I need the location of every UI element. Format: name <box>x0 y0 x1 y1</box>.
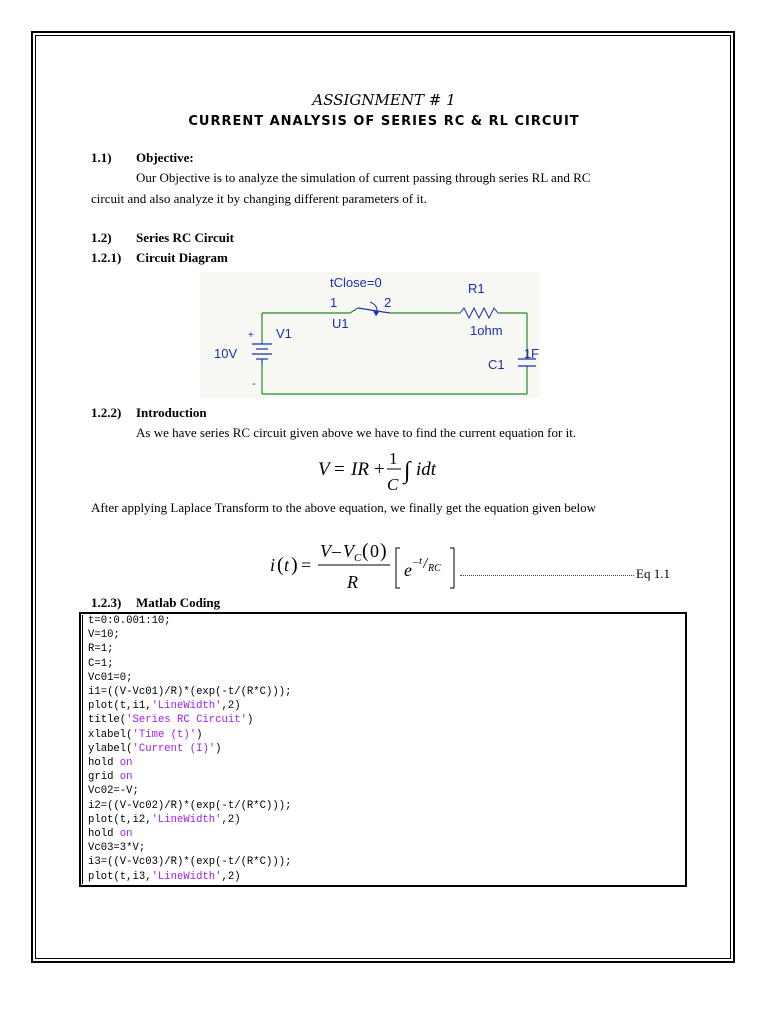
introduction-text: As we have series RC circuit given above we have to find the current equation for it. <box>136 425 577 440</box>
subsection-number: 1.2.2) <box>91 405 122 420</box>
resistor-name: R1 <box>468 281 485 296</box>
code-line: title('Series RC Circuit') <box>88 714 254 727</box>
subsection-heading-matlab: Matlab Coding <box>136 595 221 610</box>
svg-text:C: C <box>387 475 399 494</box>
resistor-symbol <box>460 308 498 318</box>
svg-text:C: C <box>354 552 362 564</box>
svg-text:R: R <box>347 572 358 592</box>
code-block <box>88 614 291 884</box>
node-2-label: 2 <box>384 295 392 310</box>
svg-text:∫: ∫ <box>404 458 411 484</box>
code-line: hold on <box>88 828 133 841</box>
svg-text:t: t <box>284 555 290 575</box>
code-line: i2=((V-Vc02)/R)*(exp(-t/(R*C))); <box>88 799 292 812</box>
source-name: V1 <box>276 326 292 341</box>
page-title: CURRENT ANALYSIS OF SERIES RC & RL CIRCUIT <box>188 114 580 129</box>
subsection-number: 1.2.3) <box>91 595 122 610</box>
svg-text:(: ( <box>362 540 369 562</box>
svg-text:IR: IR <box>351 459 369 480</box>
capacitor-value: 1F <box>523 346 539 361</box>
svg-text:–: – <box>332 541 341 561</box>
code-line: C=1; <box>88 657 114 670</box>
svg-text:V: V <box>343 541 354 561</box>
circuit-wires <box>262 308 527 394</box>
laplace-text: After applying Laplace Transform to the above equation, we finally get the equation given below <box>91 500 597 515</box>
objective-text-line1: Our Objective is to analyze the simulation of current passing through series RL and RC <box>136 170 591 185</box>
equation-label: Eq 1.1 <box>636 566 670 581</box>
minus-sign: - <box>252 378 256 390</box>
code-line: V=10; <box>88 629 120 642</box>
svg-text:1: 1 <box>389 449 398 468</box>
svg-text:0: 0 <box>370 541 379 561</box>
svg-text:e: e <box>404 560 412 580</box>
svg-text:RC: RC <box>428 563 441 574</box>
code-line: grid on <box>88 771 133 784</box>
svg-text:V: V <box>318 459 330 480</box>
svg-text:): ) <box>380 540 387 562</box>
code-line: xlabel('Time (t)') <box>88 728 203 741</box>
code-line: Vc02=-V; <box>88 785 139 798</box>
code-line: plot(t,i1,'LineWidth',2) <box>88 700 241 713</box>
svg-text:i: i <box>270 555 276 575</box>
assignment-title: ASSIGNMENT # 1 <box>312 91 456 109</box>
subsection-heading-circuit-diagram: Circuit Diagram <box>136 250 228 265</box>
code-line: hold on <box>88 757 133 770</box>
svg-text:=: = <box>301 555 312 575</box>
switch-name: U1 <box>332 316 349 331</box>
code-line: R=1; <box>88 643 114 656</box>
section-heading-series-rc: Series RC Circuit <box>136 230 234 245</box>
svg-text:+: + <box>374 459 385 480</box>
code-line: i3=((V-Vc03)/R)*(exp(-t/(R*C))); <box>88 856 292 869</box>
svg-text:): ) <box>291 554 298 576</box>
svg-text:idt: idt <box>416 459 437 480</box>
svg-text:V: V <box>320 541 331 561</box>
resistor-value: 1ohm <box>470 323 503 338</box>
code-line: Vc01=0; <box>88 671 133 684</box>
source-value: 10V <box>214 346 238 361</box>
circuit-diagram <box>200 272 540 398</box>
svg-text:=: = <box>334 459 345 480</box>
svg-text:t: t <box>419 555 423 567</box>
section-heading-objective: Objective: <box>136 150 194 165</box>
code-box-inner-border <box>82 615 83 884</box>
switch-label: tClose=0 <box>330 275 382 290</box>
objective-text-line2: circuit and also analyze it by changing different parameters of it. <box>91 191 427 206</box>
svg-text:(: ( <box>277 554 284 576</box>
svg-text:–: – <box>413 556 419 568</box>
code-line: plot(t,i3,'LineWidth',2) <box>88 870 241 883</box>
voltage-source-symbol <box>252 344 272 364</box>
code-line: plot(t,i2,'LineWidth',2) <box>88 813 241 826</box>
capacitor-name: C1 <box>488 357 505 372</box>
node-1-label: 1 <box>330 295 338 310</box>
section-number: 1.2) <box>91 230 112 245</box>
section-number: 1.1) <box>91 150 112 165</box>
code-line: i1=((V-Vc01)/R)*(exp(-t/(R*C))); <box>88 686 292 699</box>
plus-sign: + <box>248 330 254 341</box>
code-line: Vc03=3*V; <box>88 842 146 855</box>
equation-leader-dots <box>460 575 634 576</box>
equation-current <box>270 538 470 594</box>
code-line: ylabel('Current (I)') <box>88 742 222 755</box>
subsection-heading-introduction: Introduction <box>136 405 207 420</box>
equation-voltage <box>318 446 478 496</box>
code-line: t=0:0.001:10; <box>88 615 171 627</box>
subsection-number: 1.2.1) <box>91 250 122 265</box>
